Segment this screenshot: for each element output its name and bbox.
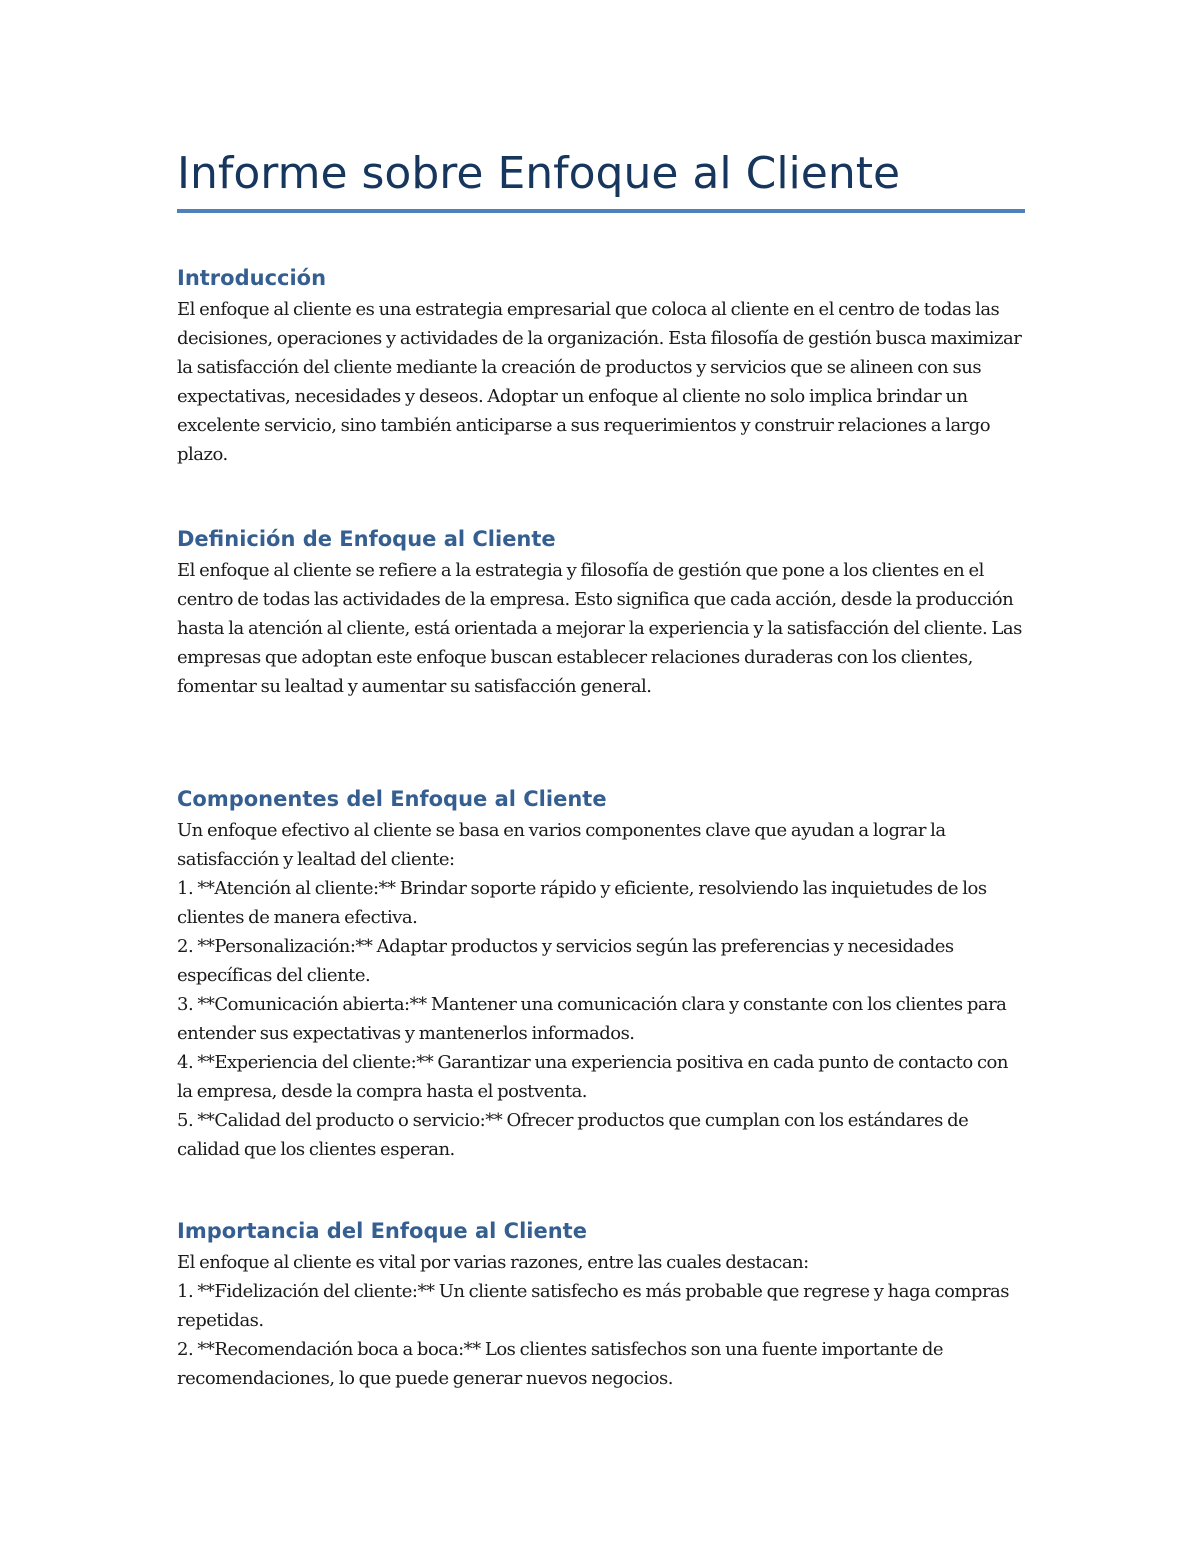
components-intro-paragraph: Un enfoque efectivo al cliente se basa en varios componentes clave que ayudan a lograr la satisfacción y lealtad del cliente: [177, 820, 946, 870]
importance-list-item: 1. **Fidelización del cliente:** Un cliente satisfecho es más probable que regrese y haga compras repetidas. [177, 1281, 1010, 1331]
importance-intro-paragraph: El enfoque al cliente es vital por varias razones, entre las cuales destacan: [177, 1252, 809, 1273]
section-definition [177, 524, 1025, 701]
section-heading-definition: Definición de Enfoque al Cliente [177, 527, 556, 551]
component-list-item: 3. **Comunicación abierta:** Mantener una comunicación clara y constante con los clientes para entender sus expectativas y mantenerlos informados. [177, 994, 1007, 1044]
component-list-item: 4. **Experiencia del cliente:** Garantizar una experiencia positiva en cada punto de contacto con la empresa, desde la compra hasta el postventa. [177, 1052, 1008, 1102]
section-heading-components: Componentes del Enfoque al Cliente [177, 787, 607, 811]
section-heading-introduction: Introducción [177, 266, 327, 290]
importance-list-item: 2. **Recomendación boca a boca:** Los clientes satisfechos son una fuente importante de recomendaciones, lo que puede generar nuevos negocios. [177, 1339, 944, 1389]
section-heading-importance: Importancia del Enfoque al Cliente [177, 1219, 587, 1243]
section-introduction [177, 263, 1025, 469]
section-importance [177, 1216, 1025, 1393]
document-title: Informe sobre Enfoque al Cliente [177, 148, 901, 199]
section-components [177, 784, 1025, 1164]
component-list-item: 2. **Personalización:** Adaptar productos y servicios según las preferencias y necesidades específicas del cliente. [177, 936, 954, 986]
title-underline-rule [177, 209, 1025, 213]
component-list-item: 1. **Atención al cliente:** Brindar soporte rápido y eficiente, resolviendo las inquietudes de los clientes de manera efectiva. [177, 878, 987, 928]
component-list-item: 5. **Calidad del producto o servicio:** Ofrecer productos que cumplan con los estándares de calidad que los clientes esperan. [177, 1110, 969, 1160]
introduction-paragraph: El enfoque al cliente es una estrategia empresarial que coloca al cliente en el centro de todas las decisiones, operaciones y actividades de la organización. Esta filosofía de gestión busca maximizar la satisfacción del cliente mediante la creación de productos y servicios que se alineen con sus expectativas, necesidades y deseos. Adoptar un enfoque al cliente no solo implica brindar un excelente servicio, sino también anticiparse a sus requerimientos y construir relaciones a largo plazo. [177, 299, 1022, 465]
definition-paragraph: El enfoque al cliente se refiere a la estrategia y filosofía de gestión que pone a los clientes en el centro de todas las actividades de la empresa. Esto significa que cada acción, desde la producción hasta la atención al cliente, está orientada a mejorar la experiencia y la satisfacción del cliente. Las empresas que adoptan este enfoque buscan establecer relaciones duraderas con los clientes, fomentar su lealtad y aumentar su satisfacción general. [177, 560, 1022, 697]
